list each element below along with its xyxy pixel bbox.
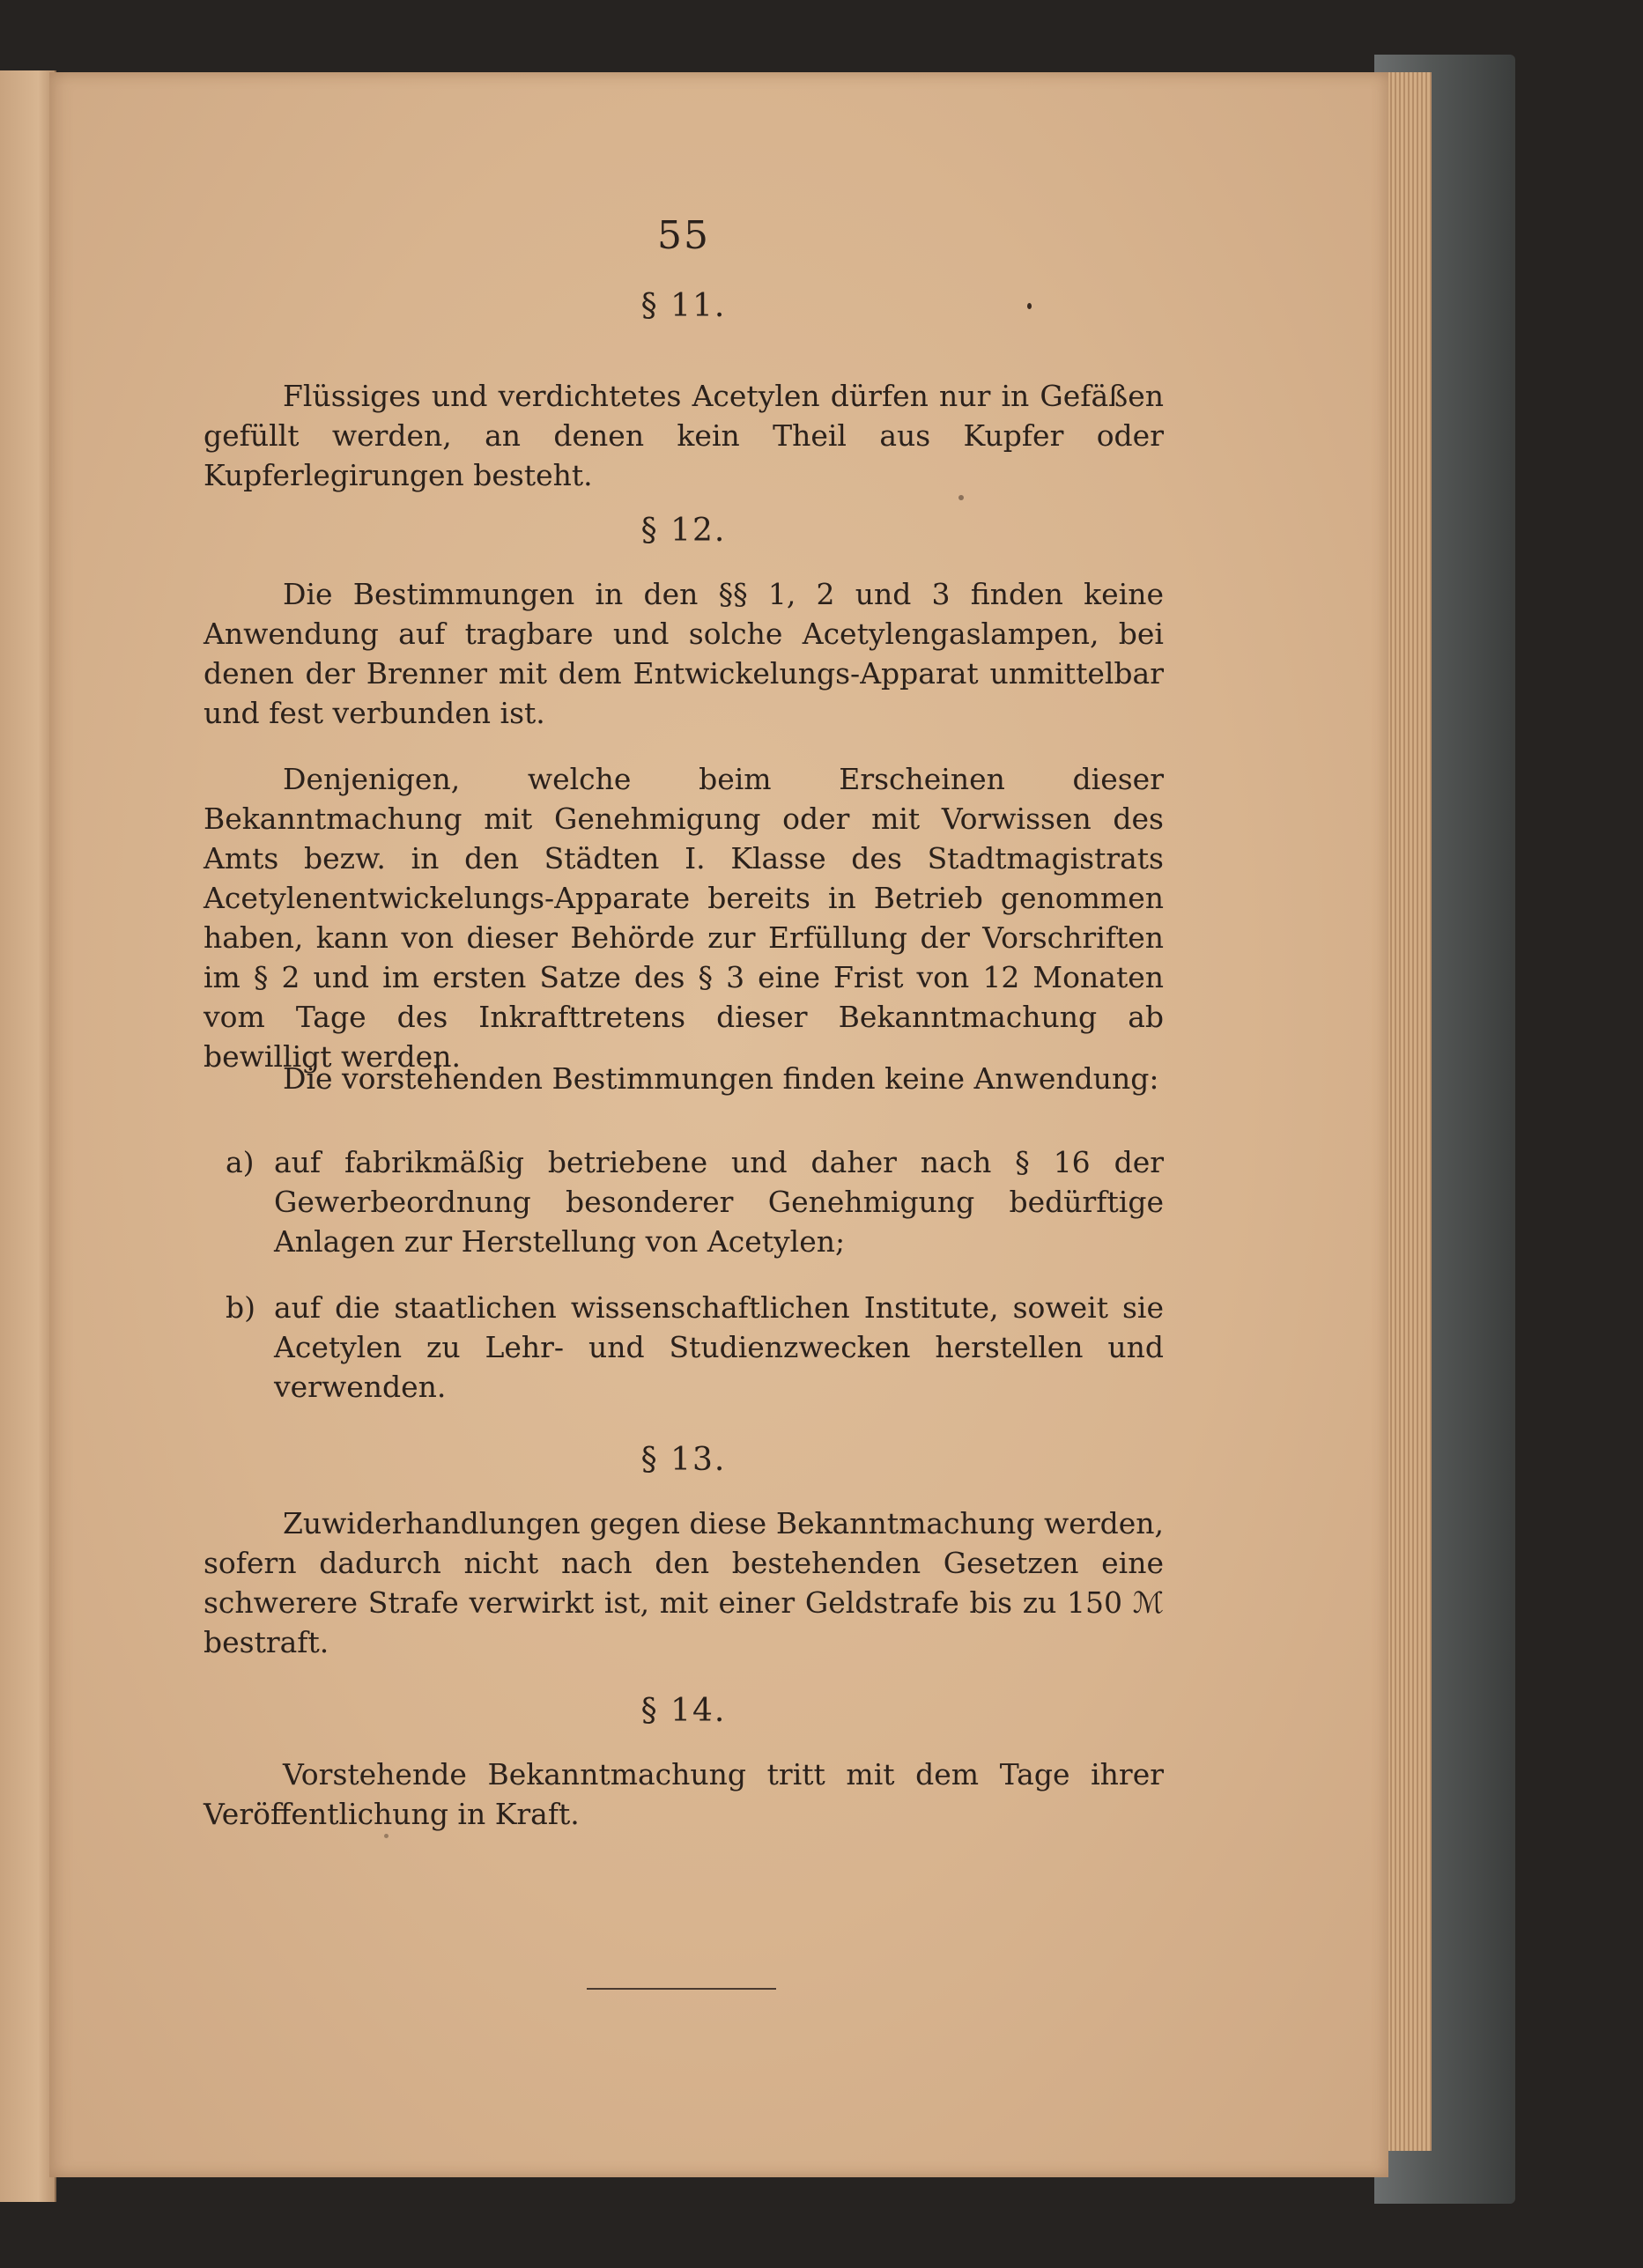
- paper-speck: [1027, 303, 1032, 309]
- closing-rule: [587, 1988, 776, 1990]
- previous-page-edge: [0, 70, 56, 2202]
- list-marker-a: a): [226, 1145, 255, 1179]
- page-number: 55: [657, 213, 710, 258]
- section-heading-14: § 14.: [640, 1693, 727, 1729]
- section-12-paragraph-1: Die Bestimmungen in den §§ 1, 2 und 3 finden keine Anwendung auf tragbare und solche Acetylengaslampen, bei denen der Brenner mit dem Entwickelungs-Apparat unmittelbar und fest verbunden ist.: [204, 577, 1164, 730]
- page-edges: [1383, 72, 1432, 2151]
- section-heading-11: § 11.: [640, 288, 727, 324]
- list-text-b: auf die staatlichen wissenschaftlichen Institute, soweit sie Acetylen zu Lehr- und Studienzwecken herstellen und verwenden.: [274, 1290, 1164, 1404]
- section-heading-12: § 12.: [640, 513, 727, 549]
- section-11-paragraph: Flüssiges und verdichtetes Acetylen dürfen nur in Gefäßen gefüllt werden, an denen kein Theil aus Kupfer oder Kupferlegirungen besteht.: [204, 379, 1164, 492]
- section-12-paragraph-2: Denjenigen, welche beim Erscheinen dieser Bekanntmachung mit Genehmigung oder mit Vorwissen des Amts bezw. in den Städten I. Klasse des Stadtmagistrats Acetylenentwickelungs-Apparate bereits in Betrieb genommen haben, kann von dieser Behörde zur Erfüllung der Vorschriften im § 2 und im ersten Satze des § 3 eine Frist von 12 Monaten vom Tage des Inkrafttretens dieser Bekanntmachung ab bewilligt werden.: [204, 762, 1164, 1074]
- section-14-paragraph: Vorstehende Bekanntmachung tritt mit dem Tage ihrer Veröffentlichung in Kraft.: [204, 1757, 1164, 1831]
- list-item-b: [226, 1288, 1164, 1407]
- section-heading-13: § 13.: [640, 1442, 727, 1478]
- list-item-a: [226, 1142, 1164, 1261]
- list-marker-b: b): [226, 1290, 255, 1325]
- book-page: [49, 72, 1388, 2177]
- paper-speck: [958, 495, 964, 500]
- section-12-paragraph-3: Die vorstehenden Bestimmungen finden keine Anwendung:: [283, 1061, 1159, 1096]
- section-13-paragraph: Zuwiderhandlungen gegen diese Bekanntmachung werden, sofern dadurch nicht nach den bestehenden Gesetzen eine schwerere Strafe verwirkt ist, mit einer Geldstrafe bis zu 150 ℳ bestraft.: [204, 1506, 1164, 1659]
- list-text-a: auf fabrikmäßig betriebene und daher nach § 16 der Gewerbeordnung besonderer Genehmigung bedürftige Anlagen zur Herstellung von Acetylen;: [274, 1145, 1164, 1259]
- paper-speck: [384, 1834, 389, 1838]
